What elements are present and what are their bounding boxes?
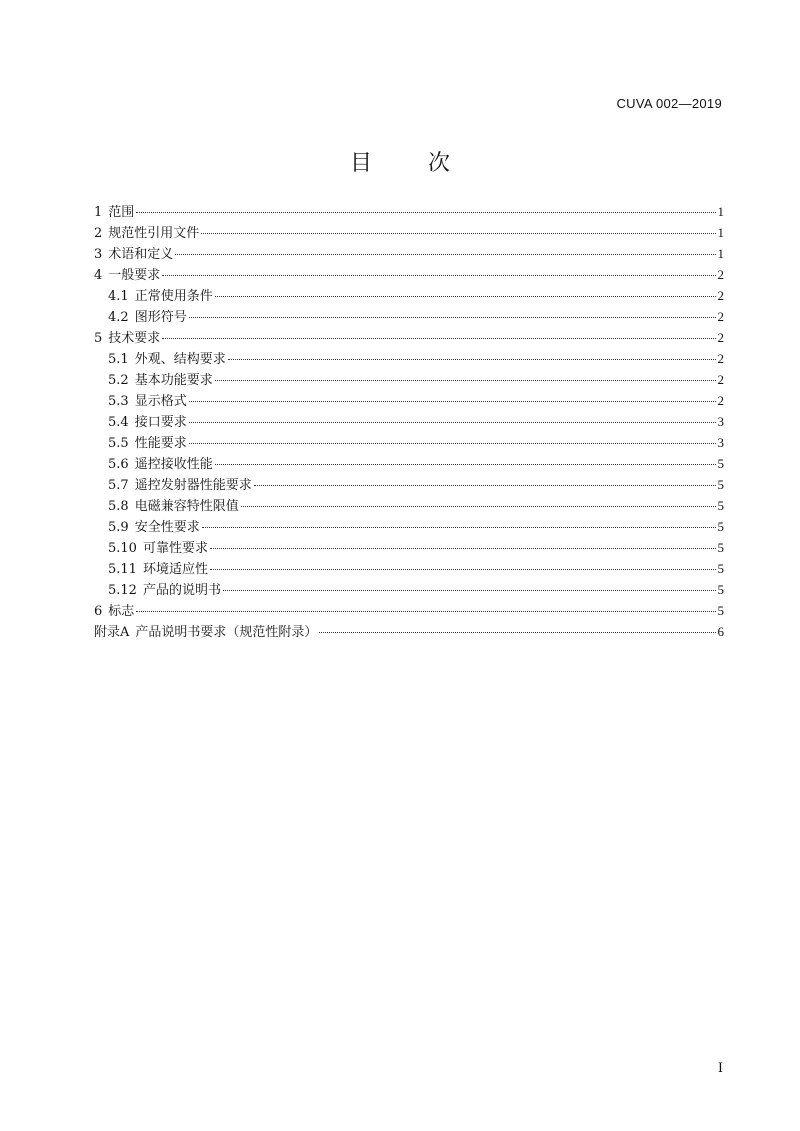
toc-entry[interactable] (94, 264, 724, 285)
toc-entry-label: 遥控接收性能 (134, 457, 213, 472)
toc-dot-leader (162, 274, 715, 276)
toc-entry[interactable] (94, 558, 724, 579)
toc-dot-leader (162, 337, 715, 339)
toc-entry-label: 外观、结构要求 (134, 352, 226, 367)
toc-entry-label: 术语和定义 (108, 247, 174, 262)
toc-entry[interactable] (94, 390, 724, 411)
toc-entry-label: 范围 (108, 205, 135, 220)
toc-dot-leader (189, 421, 716, 423)
toc-entry-label: 图形符号 (134, 310, 187, 325)
toc-entry[interactable] (94, 306, 724, 327)
toc-entry-page: 2 (717, 330, 724, 345)
toc-entry-label: 基本功能要求 (134, 373, 213, 388)
page-title-char-1: 目 (349, 151, 372, 176)
toc-entry[interactable] (94, 243, 724, 264)
toc-entry-page: 6 (717, 624, 724, 639)
toc-entry[interactable] (94, 327, 724, 348)
toc-entry-page: 2 (717, 309, 724, 324)
toc-entry[interactable] (94, 537, 724, 558)
toc-entry-page: 1 (717, 204, 724, 219)
toc-entry-number: 6 (94, 604, 103, 619)
toc-entry[interactable] (94, 600, 724, 621)
toc-entry-number: 附录A (94, 625, 130, 640)
page-folio: I (717, 1061, 723, 1076)
toc-entry-label: 性能要求 (134, 436, 187, 451)
toc-entry-label: 规范性引用文件 (108, 226, 200, 241)
page-title-char-2: 次 (428, 151, 451, 176)
toc-entry-page: 5 (717, 540, 724, 555)
toc-entry-label: 接口要求 (134, 415, 187, 430)
toc-entry-label: 显示格式 (134, 394, 187, 409)
toc-entry-number: 5.12 (108, 583, 137, 598)
toc-entry-number: 5.6 (108, 457, 129, 472)
toc-entry-label: 环境适应性 (142, 562, 208, 577)
toc-entry-page: 1 (717, 225, 724, 240)
toc-entry-number: 3 (94, 247, 103, 262)
toc-entry-number: 4.1 (108, 289, 129, 304)
table-of-contents (94, 201, 724, 642)
toc-entry-number: 5.8 (108, 499, 129, 514)
toc-entry[interactable] (94, 579, 724, 600)
toc-dot-leader (215, 295, 716, 297)
toc-entry-number: 5.5 (108, 436, 129, 451)
toc-entry-number: 5.7 (108, 478, 129, 493)
toc-entry-page: 5 (717, 456, 724, 471)
toc-entry-page: 5 (717, 477, 724, 492)
toc-entry[interactable] (94, 495, 724, 516)
toc-entry-number: 5.2 (108, 373, 129, 388)
toc-entry-number: 2 (94, 226, 103, 241)
toc-dot-leader (210, 568, 716, 570)
toc-entry-label: 电磁兼容特性限值 (134, 499, 239, 514)
toc-entry-page: 2 (717, 288, 724, 303)
toc-dot-leader (201, 232, 715, 234)
toc-entry-number: 5.10 (108, 541, 137, 556)
toc-entry-label: 正常使用条件 (134, 289, 213, 304)
toc-dot-leader (241, 505, 716, 507)
toc-entry-label: 产品说明书要求（规范性附录） (135, 625, 318, 640)
toc-entry-number: 5.4 (108, 415, 129, 430)
toc-entry[interactable] (94, 516, 724, 537)
toc-entry-page: 3 (717, 435, 724, 450)
toc-entry-page: 2 (717, 267, 724, 282)
toc-entry-number: 5.9 (108, 520, 129, 535)
toc-dot-leader (189, 400, 716, 402)
toc-entry-number: 1 (94, 205, 103, 220)
toc-dot-leader (175, 253, 715, 255)
toc-entry-page: 3 (717, 414, 724, 429)
toc-entry[interactable] (94, 348, 724, 369)
toc-dot-leader (136, 610, 715, 612)
toc-entry-page: 5 (717, 582, 724, 597)
toc-entry-number: 5 (94, 331, 103, 346)
toc-entry-page: 5 (717, 498, 724, 513)
toc-entry-label: 可靠性要求 (142, 541, 208, 556)
toc-entry-number: 4.2 (108, 310, 129, 325)
toc-dot-leader (319, 631, 715, 633)
toc-entry[interactable] (94, 369, 724, 390)
toc-dot-leader (215, 463, 716, 465)
toc-entry[interactable] (94, 621, 724, 642)
toc-entry-number: 5.11 (108, 562, 137, 577)
page-title (0, 146, 800, 177)
toc-dot-leader (202, 526, 716, 528)
toc-dot-leader (228, 358, 716, 360)
toc-dot-leader (136, 211, 715, 213)
toc-entry[interactable] (94, 201, 724, 222)
standard-code: CUVA 002—2019 (616, 96, 722, 111)
toc-entry-page: 1 (717, 246, 724, 261)
toc-dot-leader (215, 379, 716, 381)
toc-entry-number: 4 (94, 268, 103, 283)
toc-entry-page: 2 (717, 393, 724, 408)
toc-entry-page: 5 (717, 519, 724, 534)
toc-entry-label: 产品的说明书 (142, 583, 221, 598)
toc-entry-number: 5.1 (108, 352, 129, 367)
toc-entry-page: 2 (717, 351, 724, 366)
toc-entry[interactable] (94, 222, 724, 243)
toc-entry[interactable] (94, 453, 724, 474)
toc-entry-label: 安全性要求 (134, 520, 200, 535)
toc-entry-page: 5 (717, 561, 724, 576)
toc-dot-leader (254, 484, 716, 486)
toc-dot-leader (189, 316, 716, 318)
toc-entry[interactable] (94, 411, 724, 432)
toc-entry-label: 标志 (108, 604, 135, 619)
toc-entry-page: 2 (717, 372, 724, 387)
toc-dot-leader (189, 442, 716, 444)
toc-entry[interactable] (94, 285, 724, 306)
toc-entry-label: 遥控发射器性能要求 (134, 478, 252, 493)
toc-entry[interactable] (94, 474, 724, 495)
toc-entry-number: 5.3 (108, 394, 129, 409)
toc-dot-leader (223, 589, 716, 591)
toc-entry-label: 一般要求 (108, 268, 161, 283)
toc-dot-leader (210, 547, 716, 549)
toc-entry-label: 技术要求 (108, 331, 161, 346)
toc-entry-page: 5 (717, 603, 724, 618)
toc-entry[interactable] (94, 432, 724, 453)
